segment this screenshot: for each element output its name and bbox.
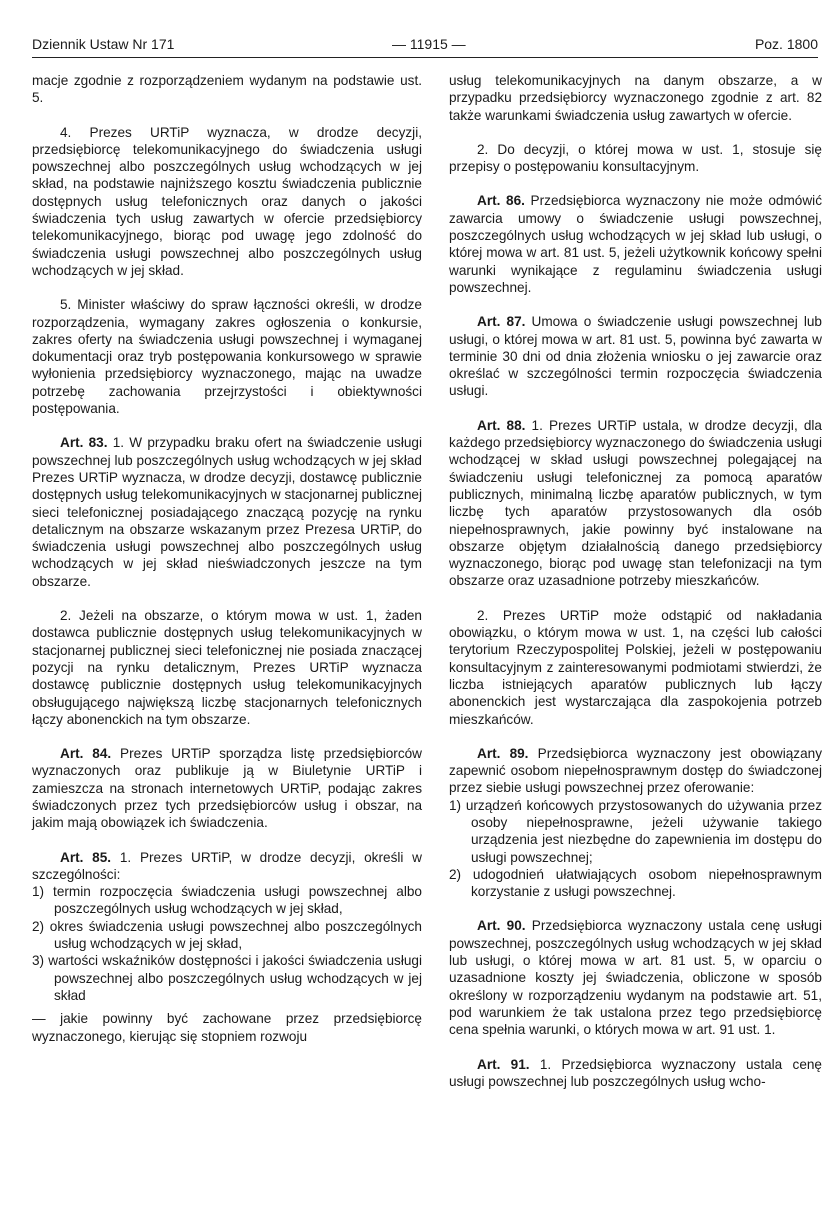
paragraph: 2. Jeżeli na obszarze, o którym mowa w ust. 1, żaden dostawca publicznie dostępnych usług telekomunikacyjnych w stacjonarnej publicznej sieci telefonicznej nie posiada znaczącej pozycji na rynku detalicznym, Prezes URTiP wyznacza dostawcę publicznie dostępnych usług telekomunikacyjnych obsługującego największą liczbę stacjonarnych telefonicznych łączy abonenckich na tym obszarze. [32,608,422,727]
article-label: Art. 88. [477,417,526,433]
page-number: — 11915 — [392,36,466,52]
article-text: Umowa o świadczenie usługi powszechnej lub usługi, o której mowa w art. 81 ust. 5, powinna być zawarta w terminie 30 dni od dnia złożenia wniosku o jej zawarcie oraz określać w szczególności termin rozpoczęcia świadczenia usługi. [449,314,822,399]
journal-title: Dziennik Ustaw Nr 171 [32,36,175,52]
article-text: 1. W przypadku braku ofert na świadczenie usługi powszechnej lub poszczególnych usług wchodzących w jej skład Prezes URTiP wyznacza, w drodze decyzji, dostawcę publicznie dostępnych usług telekomunikacyjnych w stacjonarnej publicznej sieci telefonicznej posiadającego znaczącą pozycję na rynku detalicznym na obszarze wskazanym przez Prezesa URTiP, do świadczenia usługi powszechnej albo poszczególnych usług wchodzących w jej skład nieświadczonych jeszcze na tym obszarze. [32,435,422,589]
article-label: Art. 90. [477,918,526,934]
article-label: Art. 89. [477,745,529,761]
article-85 [32,849,422,884]
article-text: Przedsiębiorca wyznaczony ustala cenę usługi powszechnej, poszczególnych usług wchodzących w jej skład lub usługi, o której mowa w art. 81 ust. 5, w oparciu o uzasadnione koszty jej świadczenia, obliczone w sposób określony w rozporządzeniu wydanym na podstawie art. 51, pod warunkiem że tak ustalona przez tego przedsiębiorcę cena spełnia warunki, o których mowa w art. 91 ust. 1. [449,918,823,1038]
list-item: 3) wartości wskaźników dostępności i jakości świadczenia usługi powszechnej albo poszczególnych usług wchodzących w jej skład [32,953,422,1003]
article-label: Art. 91. [477,1056,530,1072]
article-label: Art. 83. [60,435,108,451]
article-label: Art. 86. [477,193,525,209]
paragraph: 5. Minister właściwy do spraw łączności określi, w drodze rozporządzenia, wymagany zakres ogłoszenia o konkursie, zakres oferty na świadczenia usługi powszechnej i wymaganej dokumentacji oraz tryb postępowania konkursowego w sprawie wyłonienia przedsiębiorcy wyznaczonego, mając na uwadze potrzebę zachowania przejrzystości i obiektywności postępowania. [32,297,422,417]
article-text: Prezes URTiP sporządza listę przedsiębiorców wyznaczonych oraz publikuje ją w Biuletynie URTiP i zamieszcza na stronach internetowych URTiP, podając zakres świadczonych przez tych przedsiębiorców usług i obszar, na jakim mają obowiązek ich świadczenia. [32,746,422,831]
position-number: Poz. 1800 [754,36,818,52]
article-89 [449,745,822,797]
left-column [32,72,422,1045]
article-83 [32,434,422,590]
article-text: Przedsiębiorca wyznaczony jest obowiązany zapewnić osobom niepełnosprawnym dostęp do świadczonej przez siebie usługi powszechnej przez oferowanie: [449,745,822,796]
list-item: 2) okres świadczenia usługi powszechnej albo poszczególnych usług wchodzących w jej skład, [32,918,422,952]
article-text: 1. Prezes URTiP, w drodze decyzji, określi w szczególności: [32,849,422,882]
paragraph: usług telekomunikacyjnych na danym obszarze, a w przypadku przedsiębiorcy wyznaczonego zgodnie z art. 82 także warunkami świadczenia usług zawartych w ofercie. [449,73,822,123]
article-86 [449,192,822,296]
article-text: 1. Przedsiębiorca wyznaczony ustala cenę usługi powszechnej lub poszczególnych usług wcho- [449,1056,822,1089]
paragraph: 2. Do decyzji, o której mowa w ust. 1, stosuje się przepisy o postępowaniu konsultacyjnym. [449,141,822,175]
paragraph: 2. Prezes URTiP może odstąpić od nakładania obowiązku, o którym mowa w ust. 1, na części lub całości terytorium Rzeczypospolitej Polskiej, jeżeli w postępowaniu konsultacyjnym z zainteresowanymi podmiotami stwierdzi, że liczba istniejących aparatów publicznych lub łączy abonenckich jest wystarczająca dla zaspokojenia potrzeb mieszkańców. [449,607,822,727]
list-item: 1) urządzeń końcowych przystosowanych do używania przez osoby niepełnosprawne, jeżeli używanie takiego urządzenia jest niezbędne do zapewnienia im dostępu do usługi powszechnej; [449,797,822,865]
article-91 [449,1056,822,1091]
article-87 [449,313,822,399]
list-item: 1) termin rozpoczęcia świadczenia usługi powszechnej albo poszczególnych usług wchodzących w jej skład, [32,884,422,917]
article-90 [449,917,822,1038]
article-text: Przedsiębiorca wyznaczony nie może odmówić zawarcia umowy o świadczenie usługi powszechnej, poszczególnych usług wchodzących w jej skład lub usługi, o której mowa w art. 81 ust. 5, jeżeli użytkownik końcowy spełni warunki wynikające z regulaminu świadczenia usługi powszechnej. [449,193,823,295]
header-rule [32,57,818,58]
list-item: 2) udogodnień ułatwiających osobom niepełnosprawnym korzystanie z usługi powszechnej. [449,866,822,900]
article-text: 1. Prezes URTiP ustala, w drodze decyzji, dla każdego przedsiębiorcy wyznaczonego do świadczenia usługi wchodzącej w skład usługi powszechnej polegającej na świadczeniu usługi telefonicznej za pomocą aparatów publicznych, minimalną liczbę aparatów publicznych, w tym liczbę tych aparatów przystosowanych dla osób niepełnosprawnych, jakie powinny być instalowane na obszarze objętym działalnością danego przedsiębiorcy wyznaczonego, biorąc pod uwagę stan telefonizacji na tym obszarze oraz uzasadnione potrzeby mieszkańców. [449,417,822,589]
page-header [32,30,818,60]
article-label: Art. 84. [60,746,112,762]
paragraph: 4. Prezes URTiP wyznacza, w drodze decyzji, przedsiębiorcę telekomunikacyjnego do świadczenia usługi powszechnej albo poszczególnych usług wchodzących w jej skład, na podstawie najniższego kosztu świadczenia publicznie dostępnych usług telefonicznych oraz danych o jakości świadczenia tych usług zawartych w ofercie przedsiębiorcy telekomunikacyjnego, biorąc pod uwagę jego zdolność do świadczenia usługi powszechnej albo poszczególnych usług wchodzących w jej skład. [32,124,422,278]
article-label: Art. 87. [477,314,526,330]
article-88 [449,417,822,590]
article-84 [32,745,422,831]
right-column [449,72,822,1090]
paragraph: — jakie powinny być zachowane przez przedsiębiorcę wyznaczonego, kierując się stopniem rozwoju [32,1011,422,1044]
paragraph: macje zgodnie z rozporządzeniem wydanym na podstawie ust. 5. [32,73,422,106]
article-label: Art. 85. [60,849,112,865]
